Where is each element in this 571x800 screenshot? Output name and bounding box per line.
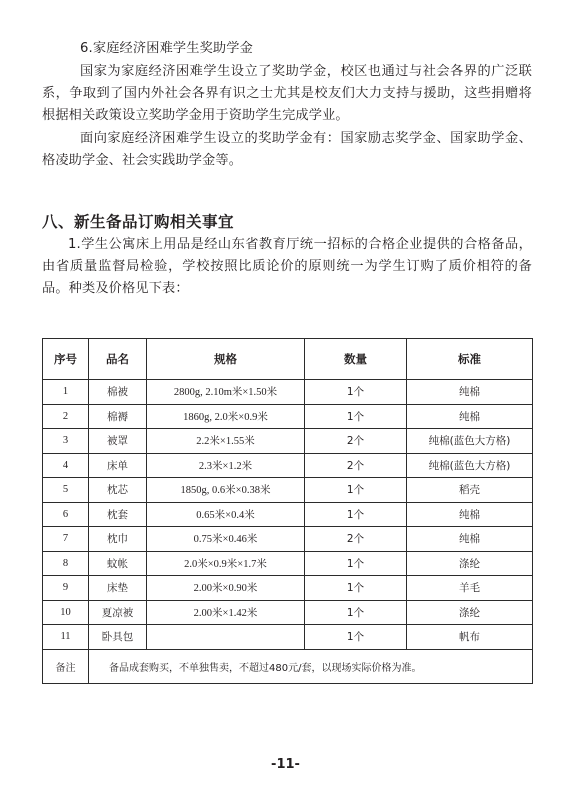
table-row <box>43 404 533 429</box>
cell-spec <box>147 625 305 650</box>
cell-name: 夏凉被 <box>89 600 147 625</box>
header-cell-spec: 规格 <box>147 339 305 380</box>
cell-quantity: 1个 <box>305 380 407 405</box>
cell-name: 被罩 <box>89 429 147 454</box>
cell-index: 5 <box>43 478 89 503</box>
table-row <box>43 429 533 454</box>
cell-index: 8 <box>43 551 89 576</box>
header-cell-name: 品名 <box>89 339 147 380</box>
cell-quantity: 1个 <box>305 404 407 429</box>
cell-spec: 0.75米×0.46米 <box>147 527 305 552</box>
cell-spec: 0.65米×0.4米 <box>147 502 305 527</box>
cell-index: 3 <box>43 429 89 454</box>
cell-quantity: 1个 <box>305 478 407 503</box>
cell-standard: 纯棉(蓝色大方格) <box>407 453 533 478</box>
cell-spec: 1850g, 0.6米×0.38米 <box>147 478 305 503</box>
header-cell-quantity: 数量 <box>305 339 407 380</box>
cell-standard: 帆布 <box>407 625 533 650</box>
table-row <box>43 478 533 503</box>
cell-index: 9 <box>43 576 89 601</box>
cell-name: 床垫 <box>89 576 147 601</box>
header-cell-standard: 标准 <box>407 339 533 380</box>
cell-index: 7 <box>43 527 89 552</box>
cell-standard: 纯棉 <box>407 380 533 405</box>
table-note-row <box>43 649 533 683</box>
table-header-row <box>43 339 533 380</box>
cell-quantity: 2个 <box>305 527 407 552</box>
table-body <box>43 380 533 650</box>
cell-index: 6 <box>43 502 89 527</box>
cell-index: 11 <box>43 625 89 650</box>
scholarship-paragraph-1: 国家为家庭经济困难学生设立了奖助学金，校区也通过与社会各界的广泛联系，争取到了国内外社会各界有识之士尤其是校友们大力支持与援助，这些捐赠将根据相关政策设立奖助学金用于资助学生完成学业。 <box>42 64 532 123</box>
cell-standard: 涤纶 <box>407 600 533 625</box>
cell-name: 床单 <box>89 453 147 478</box>
cell-spec: 2.00米×1.42米 <box>147 600 305 625</box>
cell-quantity: 1个 <box>305 576 407 601</box>
table-row <box>43 551 533 576</box>
table-row <box>43 527 533 552</box>
cell-name: 卧具包 <box>89 625 147 650</box>
cell-standard: 涤纶 <box>407 551 533 576</box>
cell-spec: 2.2米×1.55米 <box>147 429 305 454</box>
cell-index: 4 <box>43 453 89 478</box>
table-row <box>43 576 533 601</box>
cell-name: 枕巾 <box>89 527 147 552</box>
table-row <box>43 502 533 527</box>
cell-standard: 纯棉 <box>407 527 533 552</box>
cell-standard: 羊毛 <box>407 576 533 601</box>
cell-name: 棉被 <box>89 380 147 405</box>
scholarship-heading: 6.家庭经济困难学生奖助学金 <box>80 41 253 56</box>
note-text: 备品成套购买，不单独售卖，不超过480元/套，以现场实际价格为准。 <box>89 649 533 683</box>
table-row <box>43 625 533 650</box>
supplies-section-heading: 八、新生备品订购相关事宜 <box>42 213 235 231</box>
cell-spec: 2800g, 2.10m米×1.50米 <box>147 380 305 405</box>
cell-index: 2 <box>43 404 89 429</box>
table-row <box>43 453 533 478</box>
table-row <box>43 600 533 625</box>
cell-quantity: 1个 <box>305 502 407 527</box>
cell-spec: 2.3米×1.2米 <box>147 453 305 478</box>
cell-spec: 1860g, 2.0米×0.9米 <box>147 404 305 429</box>
cell-name: 枕套 <box>89 502 147 527</box>
page-number: -11- <box>271 757 300 772</box>
cell-quantity: 1个 <box>305 600 407 625</box>
note-label: 备注 <box>43 649 89 683</box>
cell-standard: 纯棉 <box>407 404 533 429</box>
cell-quantity: 2个 <box>305 429 407 454</box>
cell-standard: 纯棉(蓝色大方格) <box>407 429 533 454</box>
table-row <box>43 380 533 405</box>
cell-quantity: 1个 <box>305 625 407 650</box>
cell-name: 棉褥 <box>89 404 147 429</box>
cell-name: 枕芯 <box>89 478 147 503</box>
supplies-table <box>42 338 533 684</box>
cell-standard: 稻壳 <box>407 478 533 503</box>
cell-name: 蚊帐 <box>89 551 147 576</box>
cell-standard: 纯棉 <box>407 502 533 527</box>
cell-quantity: 1个 <box>305 551 407 576</box>
header-cell-index: 序号 <box>43 339 89 380</box>
cell-spec: 2.00米×0.90米 <box>147 576 305 601</box>
scholarship-paragraph-2: 面向家庭经济困难学生设立的奖助学金有：国家励志奖学金、国家助学金、格凌助学金、社会实践助学金等。 <box>42 131 532 168</box>
cell-quantity: 2个 <box>305 453 407 478</box>
cell-index: 1 <box>43 380 89 405</box>
supplies-intro-paragraph: 1.学生公寓床上用品是经山东省教育厅统一招标的合格企业提供的合格备品，由省质量监督局检验，学校按照比质论价的原则统一为学生订购了质价相符的备品。种类及价格见下表： <box>42 237 532 296</box>
cell-spec: 2.0米×0.9米×1.7米 <box>147 551 305 576</box>
cell-index: 10 <box>43 600 89 625</box>
